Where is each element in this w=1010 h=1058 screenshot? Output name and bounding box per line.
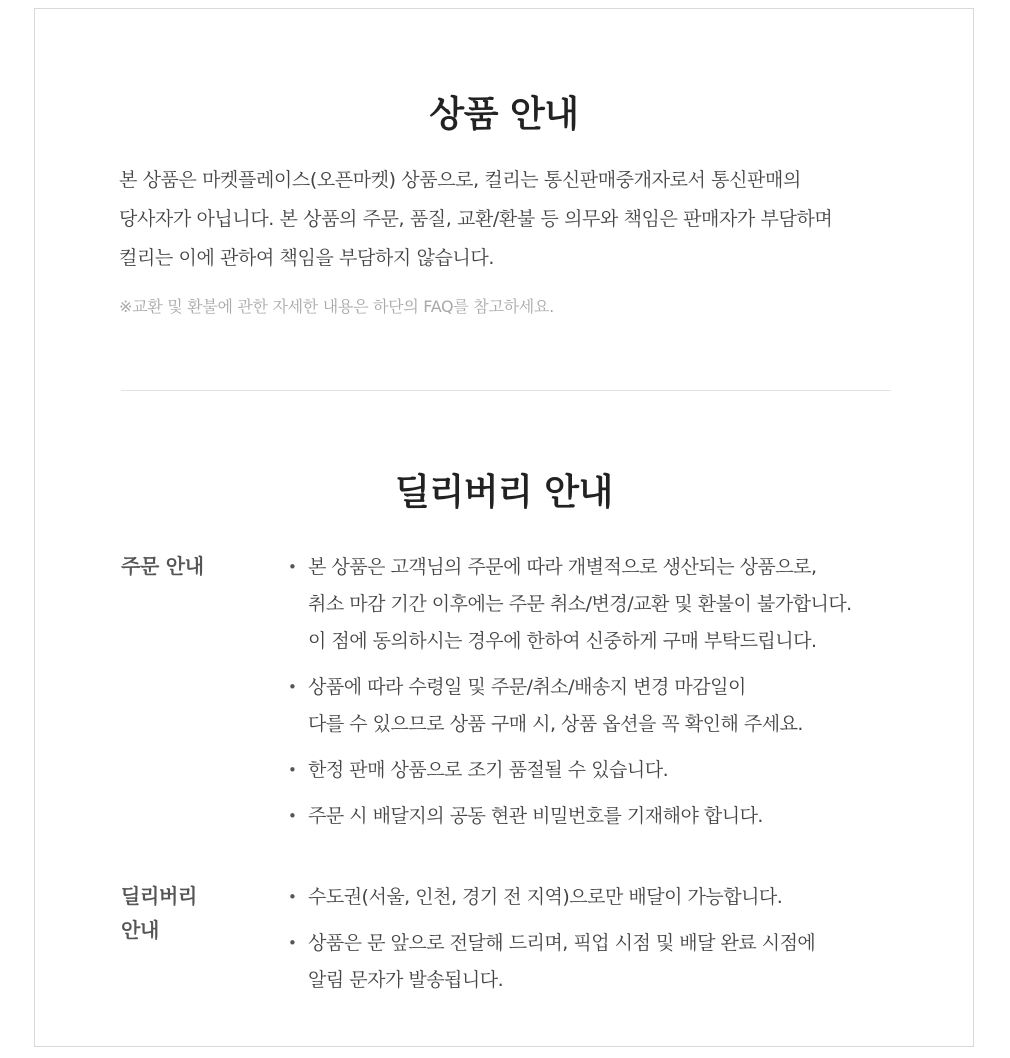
description-line: 당사자가 아닙니다. 본 상품의 주문, 품질, 교환/환불 등 의무와 책임은 판매자가 부담하며 [119,208,833,230]
delivery-info-title: 딜리버리 안내 [395,472,613,513]
list-item [286,879,926,916]
order-guide-list [286,549,926,844]
bullet-icon: • [288,761,297,779]
list-item-line: 상품은 문 앞으로 전달해 드리며, 픽업 시점 및 배달 완료 시점에 [308,932,816,954]
list-item-line: 이 점에 동의하시는 경우에 한하여 신중하게 구매 부탁드립니다. [308,630,817,652]
list-item-line: 취소 마감 기간 이후에는 주문 취소/변경/교환 및 환불이 불가합니다. [308,593,852,615]
delivery-guide-list [286,879,926,1008]
list-item [286,925,926,999]
list-item-line: 한정 판매 상품으로 조기 품절될 수 있습니다. [308,759,669,781]
description-line: 컬리는 이에 관하여 책임을 부담하지 않습니다. [119,247,494,269]
delivery-guide-label [121,879,231,947]
list-item-line: 상품에 따라 수령일 및 주문/취소/배송지 변경 마감일이 [308,676,746,698]
list-item [286,669,926,743]
list-item [286,549,926,660]
list-item-line: 수도권(서울, 인천, 경기 전 지역)으로만 배달이 가능합니다. [308,886,783,908]
list-item [286,752,926,789]
product-info-title: 상품 안내 [429,94,579,135]
row-label-text: 주문 안내 [121,554,204,578]
list-item-line: 다를 수 있으므로 상품 구매 시, 상품 옵션을 꼭 확인해 주세요. [308,713,803,735]
section-divider [121,390,891,391]
bullet-icon: • [288,558,297,576]
description-line: 본 상품은 마켓플레이스(오픈마켓) 상품으로, 컬리는 통신판매중개자로서 통신판매의 [119,169,801,191]
product-info-description [119,161,909,278]
list-item [286,798,926,835]
row-label-text: 딜리버리 [121,884,198,908]
bullet-icon: • [288,934,297,952]
refund-faq-note: ※교환 및 환불에 관한 자세한 내용은 하단의 FAQ를 참고하세요. [119,297,554,316]
row-label-text: 안내 [121,918,160,942]
list-item-line: 알림 문자가 발송됩니다. [308,969,504,991]
bullet-icon: • [288,807,297,825]
order-guide-label [121,549,231,583]
bullet-icon: • [288,888,297,906]
product-detail-panel [34,8,974,1047]
list-item-line: 주문 시 배달지의 공동 현관 비밀번호를 기재해야 합니다. [308,805,763,827]
list-item-line: 본 상품은 고객님의 주문에 따라 개별적으로 생산되는 상품으로, [308,556,817,578]
bullet-icon: • [288,678,297,696]
